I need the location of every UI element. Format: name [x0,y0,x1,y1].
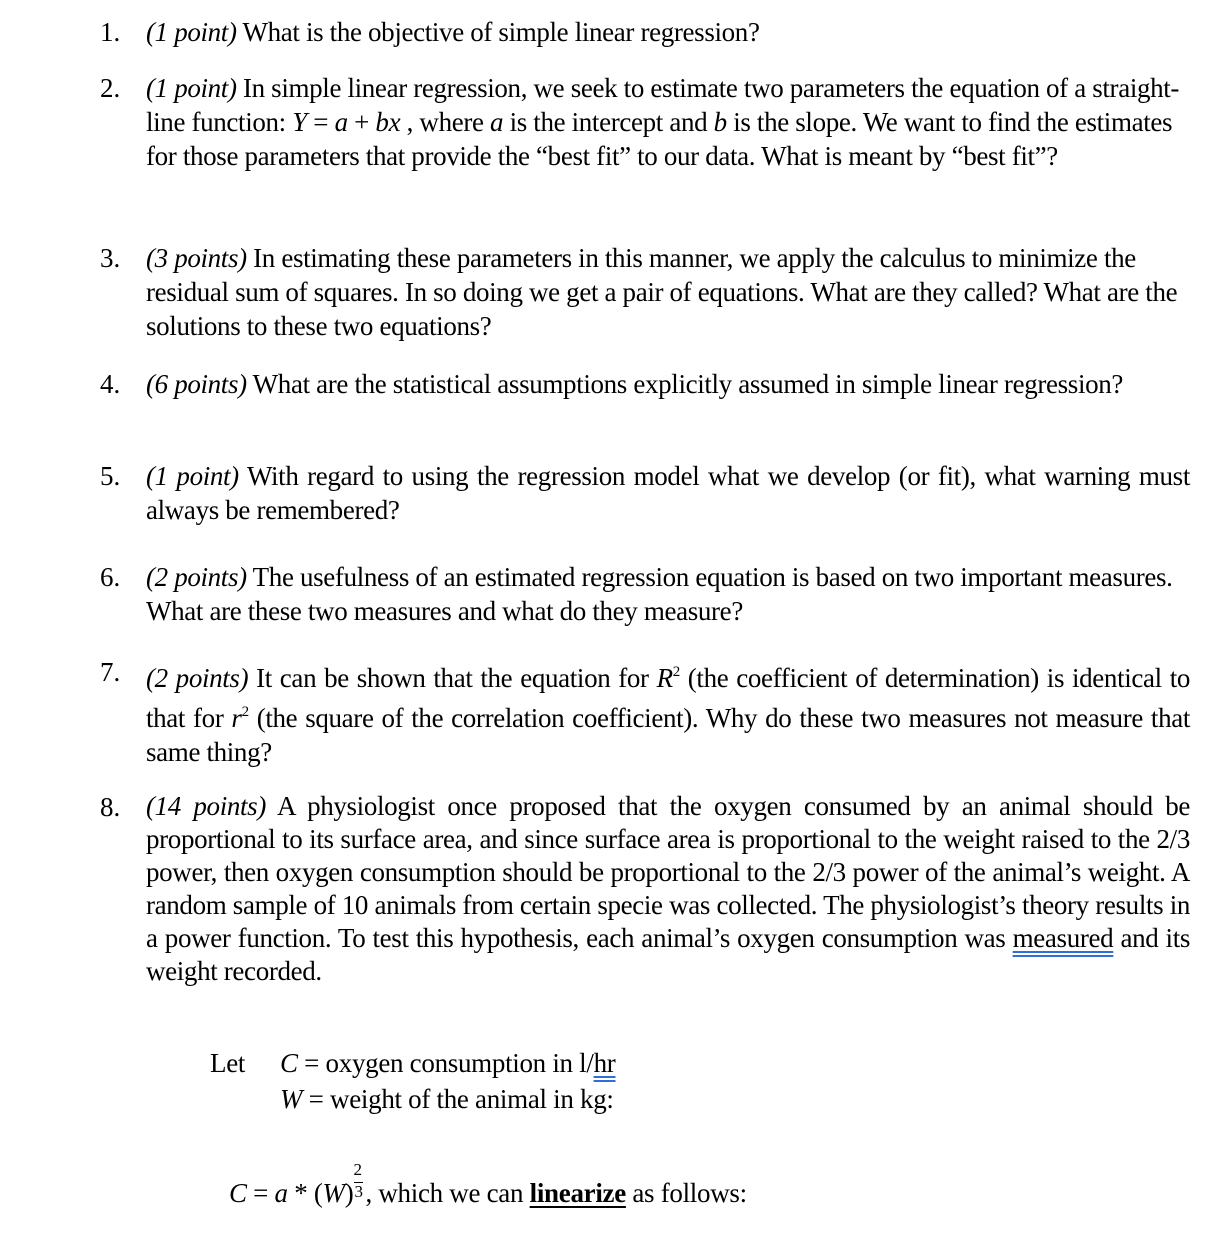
question-3 [100,241,1190,343]
text-segment: is the intercept and [503,107,714,137]
exponent-numerator: 2 [353,1160,362,1179]
math-symbol: R [656,663,673,693]
spellcheck-underlined-word: measured [1012,923,1114,953]
formula-w: W [322,1178,345,1208]
formula-text-end: as follows: [625,1178,747,1208]
w-symbol: W [280,1084,303,1114]
question-points: (2 points) [146,663,249,693]
math-symbol: Y [292,107,307,137]
question-points: (1 point) [146,73,237,103]
question-points: (14 points) [146,791,266,821]
question-number: 3. [100,243,121,273]
definition-c [210,1045,616,1081]
formula-c: C [229,1178,247,1208]
linearize-keyword: linearize [529,1178,626,1208]
question-points: (2 points) [146,562,247,592]
question-2 [100,71,1190,173]
variable-definitions [210,1045,616,1117]
question-7 [100,655,1190,769]
text-segment: What is the objective of simple linear regression? [236,17,760,47]
power-function-formula [229,1160,747,1209]
formula-star: * ( [287,1178,323,1208]
text-segment: + [347,107,376,137]
question-points: (1 point) [146,461,239,491]
math-symbol: a [490,107,504,137]
question-1 [100,15,1190,49]
text-segment: , where [400,107,491,137]
superscript: 2 [241,704,249,720]
text-segment: A physiologist once proposed that the oxygen consumed by an animal should be proportional to its surface area, and since surface area is proportional to the weight raised to the 2/3 power, then oxygen consumption should be proportional to the 2/3 power of the animal’s weight. A random sample of 10 animals from certain specie was collected. The physiologist’s theory results in a power function. To test this hypothesis, each animal’s oxygen consumption was [146,791,1190,953]
exponent-denominator: 3 [354,1182,363,1201]
question-number: 4. [100,369,121,399]
question-number: 5. [100,461,121,491]
text-segment: (the coefficient of determination) is identical to that for [146,663,1190,733]
text-segment: The usefulness of an estimated regression equation is based on two important measures. What are these two measures and what do they measure? [146,562,1173,626]
text-segment: is the slope. We want to find the estimates for those parameters that provide the “best fit” to our data. What is meant by “best fit”? [146,107,1173,171]
text-segment: In simple linear regression, we seek to estimate two parameters the equation of a straight-line function: [146,73,1180,137]
question-text [146,655,1190,769]
question-text [146,71,1190,173]
c-definition: = oxygen consumption in l/ [297,1048,594,1078]
question-4 [100,367,1190,401]
question-number: 8. [100,792,121,822]
question-8 [100,790,1190,988]
question-text [146,560,1190,628]
text-segment: With regard to using the regression model what we develop (or fit), what warning must always be remembered? [146,461,1190,525]
c-symbol: C [280,1048,298,1078]
text-segment: In estimating these parameters in this manner, we apply the calculus to minimize the residual sum of squares. In so doing we get a pair of equations. What are they called? What are the solutions to these two equations? [146,243,1178,341]
text-segment: = [306,107,335,137]
text-segment: (the square of the correlation coefficient). Why do these two measures not measure that same thing? [146,703,1190,767]
let-label: Let [210,1048,246,1078]
text-segment: and its weight recorded. [146,923,1191,986]
question-number: 1. [100,17,121,47]
question-number: 6. [100,562,121,592]
question-6 [100,560,1190,628]
math-symbol: bx [375,107,401,137]
question-number: 7. [100,657,121,687]
superscript: 2 [672,664,680,680]
question-text [146,15,1190,49]
question-text [146,459,1190,527]
formula-paren: ) [344,1178,354,1208]
c-unit: hr [593,1048,616,1078]
question-points: (1 point) [146,17,237,47]
question-5 [100,459,1190,527]
math-symbol: a [334,107,348,137]
w-definition: = weight of the animal in kg: [302,1084,614,1114]
question-points: (3 points) [146,243,247,273]
formula-a: a [274,1178,288,1208]
question-number: 2. [100,73,121,103]
math-symbol: b [713,107,727,137]
math-symbol: r [231,703,242,733]
formula-text: , which we can [365,1178,530,1208]
question-text [146,241,1190,343]
question-points: (6 points) [146,369,247,399]
question-text [146,790,1190,988]
question-text [146,367,1190,401]
text-segment: What are the statistical assumptions explicitly assumed in simple linear regression? [246,369,1124,399]
definition-w [210,1081,616,1117]
text-segment: It can be shown that the equation for [248,663,657,693]
formula-equals: = [246,1178,275,1208]
